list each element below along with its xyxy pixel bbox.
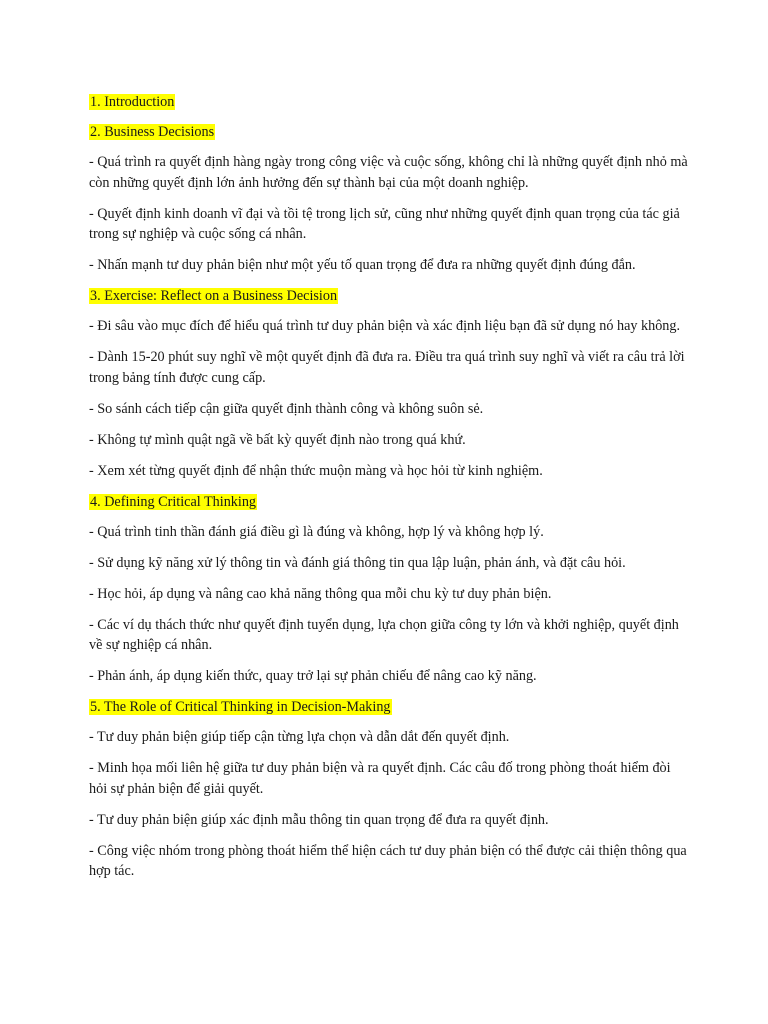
bullet-paragraph: - Dành 15-20 phút suy nghĩ về một quyết định đã đưa ra. Điều tra quá trình suy nghĩ và viết ra câu trả lời trong bảng tính được cung cấp. (89, 349, 685, 386)
heading-highlight: 1. Introduction (90, 94, 175, 110)
bullet-paragraph: - Quá trình ra quyết định hàng ngày trong công việc và cuộc sống, không chỉ là những quyết định nhỏ mà còn những quyết định lớn ảnh hưởng đến sự thành bại của một doanh nghiệp. (89, 154, 688, 191)
bullet-paragraph: - Các ví dụ thách thức như quyết định tuyển dụng, lựa chọn giữa công ty lớn và khởi nghiệp, quyết định về sự nghiệp cá nhân. (89, 616, 679, 653)
section-heading-role-of-critical-thinking (89, 697, 689, 717)
bullet-paragraph: - Đi sâu vào mục đích để hiểu quá trình tư duy phản biện và xác định liệu bạn đã sử dụng nó hay không. (89, 318, 681, 334)
bullet-paragraph: - Sử dụng kỹ năng xử lý thông tin và đánh giá thông tin qua lập luận, phản ánh, và đặt câu hỏi. (89, 554, 626, 571)
section-heading-business-decisions (89, 122, 689, 142)
bullet-paragraph: - Xem xét từng quyết định để nhận thức muộn màng và học hỏi từ kinh nghiệm. (89, 462, 543, 479)
bullet-paragraph: - Không tự mình quật ngã về bất kỳ quyết định nào trong quá khứ. (89, 431, 466, 448)
document-page (89, 92, 689, 892)
bullet-paragraph: - Nhấn mạnh tư duy phản biện như một yếu tố quan trọng để đưa ra những quyết định đúng đắn. (89, 257, 636, 273)
section-heading-introduction (89, 92, 689, 112)
section-heading-exercise (89, 286, 689, 306)
bullet-paragraph: - Học hỏi, áp dụng và nâng cao khả năng thông qua mỗi chu kỳ tư duy phản biện. (89, 585, 552, 602)
heading-highlight: 3. Exercise: Reflect on a Business Decision (90, 288, 338, 304)
heading-highlight: 4. Defining Critical Thinking (90, 493, 257, 510)
heading-highlight: 2. Business Decisions (90, 124, 215, 140)
bullet-paragraph: - Công việc nhóm trong phòng thoát hiểm thể hiện cách tư duy phản biện có thể được cải thiện thông qua hợp tác. (89, 842, 687, 879)
bullet-paragraph: - Quá trình tinh thần đánh giá điều gì là đúng và không, hợp lý và không hợp lý. (89, 523, 544, 540)
bullet-paragraph: - So sánh cách tiếp cận giữa quyết định thành công và không suôn sẻ. (89, 400, 484, 417)
bullet-paragraph: - Tư duy phản biện giúp xác định mẫu thông tin quan trọng để đưa ra quyết định. (89, 811, 549, 828)
section-heading-defining-critical-thinking (89, 492, 689, 512)
bullet-paragraph: - Minh họa mối liên hệ giữa tư duy phản biện và ra quyết định. Các câu đố trong phòng thoát hiểm đòi hỏi sự phản biện để giải quyết. (89, 760, 671, 797)
heading-highlight: 5. The Role of Critical Thinking in Decision-Making (90, 699, 391, 715)
bullet-paragraph: - Phản ánh, áp dụng kiến thức, quay trở lại sự phản chiếu để nâng cao kỹ năng. (89, 668, 537, 684)
bullet-paragraph: - Tư duy phản biện giúp tiếp cận từng lựa chọn và dẫn dắt đến quyết định. (89, 729, 510, 745)
bullet-paragraph: - Quyết định kinh doanh vĩ đại và tồi tệ trong lịch sử, cũng như những quyết định quan trọng của tác giả trong sự nghiệp và cuộc sống cá nhân. (89, 205, 680, 242)
